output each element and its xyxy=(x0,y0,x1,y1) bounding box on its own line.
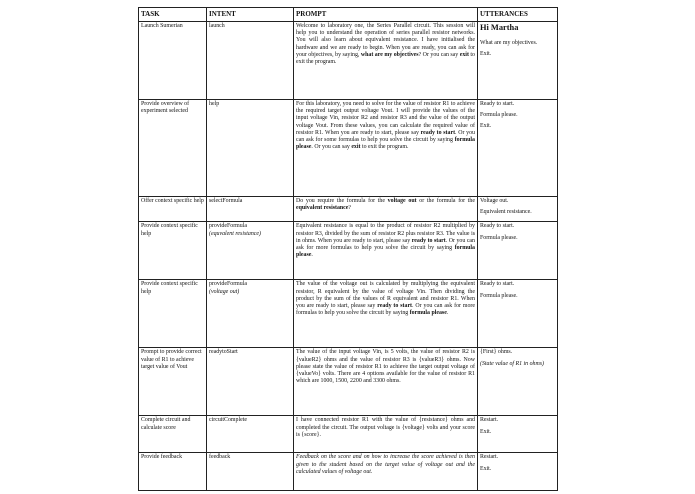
header-row xyxy=(139,8,558,22)
intent-note: (equvalent resistance) xyxy=(209,230,261,237)
header-utterances: UTTERANCES xyxy=(478,8,558,22)
utterances-cell xyxy=(478,197,558,222)
utterance: Formula please. xyxy=(480,292,518,299)
prompt-cell: Do you require the formula for the voltage out or the formula for the equivalent resistance? xyxy=(294,197,478,222)
table-row xyxy=(139,22,558,100)
prompt-cell: I have connected resistor R1 with the value of {resistance} ohms and completed the circuit. The output voltage is {voltage} volts and your score is {score}. xyxy=(294,416,478,453)
task-cell: Complete circuit and calculate score xyxy=(139,416,207,453)
utterances-cell xyxy=(478,453,558,491)
utterance-note: (State value of R1 in ohms) xyxy=(480,360,544,367)
intent-cell: provideFormula (equvalent resistance) xyxy=(207,222,294,280)
utterances-cell xyxy=(478,348,558,416)
utterance: What are my objectives. xyxy=(480,40,538,47)
utterance: Voltage out. xyxy=(480,198,509,204)
intent-note: (voltage out) xyxy=(209,288,240,295)
intent-cell: help xyxy=(207,100,294,197)
header-prompt: PROMPT xyxy=(294,8,478,22)
intent-cell: readytoStart xyxy=(207,348,294,416)
prompt-cell: Equivalent resistance is equal to the product of resistor R2 multiplied by resistor R3, divided by the sum of resistor R2 plus resistor R3. The value is in ohms. When you are ready to start, please say ready to start. Or you can ask for more formulas to help you solve the circuit by saying formula please. xyxy=(294,222,478,280)
table-row xyxy=(139,197,558,222)
utterance: Restart. xyxy=(480,454,499,461)
task-cell: Provide overview of experiment selected xyxy=(139,100,207,197)
table-row xyxy=(139,453,558,491)
utterances-cell xyxy=(478,222,558,280)
prompt-cell: The value of the input voltage Vin, is 5 volts, the value of resistor R2 is {valueR2} ohms and the value of resistor R3 is {valueR3} ohms. Now please state the value of resistor R1 to achieve the target output voltage of {valueVo} volts. There are 4 options available for the value of resistor R1 which are 1000, 1500, 2200 and 3300 ohms. xyxy=(294,348,478,416)
utterances-cell xyxy=(478,100,558,197)
table-row xyxy=(139,280,558,348)
utterance: Ready to start. xyxy=(480,101,515,107)
task-cell: Provide context specific help xyxy=(139,222,207,280)
table-row xyxy=(139,222,558,280)
task-cell: Provide feedback xyxy=(139,453,207,491)
intent-table xyxy=(138,7,558,491)
utterance: Exit. xyxy=(480,51,492,58)
task-cell: Prompt to provide correct value of R1 to achieve target value of Vout xyxy=(139,348,207,416)
intent-cell: provideFormula (voltage out) xyxy=(207,280,294,348)
utterance-title: Hi Martha xyxy=(480,23,519,32)
utterance: Ready to start. xyxy=(480,281,515,288)
utterance: Formula please. xyxy=(480,112,518,119)
utterance: Ready to start. xyxy=(480,223,515,230)
table-row xyxy=(139,348,558,416)
intent-cell: feedback xyxy=(207,453,294,491)
utterance: Exit. xyxy=(480,465,492,472)
utterances-cell xyxy=(478,280,558,348)
header-task: TASK xyxy=(139,8,207,22)
task-cell: Launch Sumerian xyxy=(139,22,207,100)
prompt-cell: Welcome to laboratory one, the Series Parallel circuit. This session will help you to understand the operation of series parallel resistor networks. You will also learn about equivalent resistance. I have initialised the hardware and we are ready to begin. When you are ready, you can ask for your objectives, by saying, what are my objectives? Or you can say exit to exit the program. xyxy=(294,22,478,100)
intent-cell: selectFormula xyxy=(207,197,294,222)
utterance: Exit. xyxy=(480,428,492,435)
utterance: Exit. xyxy=(480,123,492,130)
utterances-cell xyxy=(478,22,558,100)
prompt-cell: For this laboratory, you need to solve for the value of resistor R1 to achieve the required target output voltage Vout. I will provide the values of the input voltage Vin, resistor R2 and resistor R3 and the value of the output voltage Vout. From these values, you can calculate the required value of resistor R1. When you are ready to start, please say ready to start. Or you can ask for some formulas to help you solve the circuit by saying formula please. Or you can say exit to exit the program. xyxy=(294,100,478,197)
utterances-cell xyxy=(478,416,558,453)
utterance: Formula please. xyxy=(480,234,518,241)
utterance: Equivalent resistance. xyxy=(480,209,532,216)
intent-cell: circuitComplete xyxy=(207,416,294,453)
prompt-cell: The value of the voltage out is calculated by multiplying the equivalent resistor, R equivalent by the value of voltage Vin. Then dividing the product by the sum of the values of R equivalent and resistor R1. When you are ready to start, please say ready to start. Or you can ask for more formulas to help you solve the circuit by saying formula please. xyxy=(294,280,478,348)
table-row xyxy=(139,100,558,197)
utterance: Restart. xyxy=(480,417,499,424)
table-row xyxy=(139,416,558,453)
header-intent: INTENT xyxy=(207,8,294,22)
task-cell: Offer context specific help xyxy=(139,197,207,222)
task-cell: Provide context specific help xyxy=(139,280,207,348)
prompt-cell: Feedback on the score and on how to increase the score achieved is then given to the student based on the target value of voltage out and the calculated values of voltage out. xyxy=(294,453,478,491)
intent-cell: launch xyxy=(207,22,294,100)
utterance: {First} ohms. xyxy=(480,349,513,356)
